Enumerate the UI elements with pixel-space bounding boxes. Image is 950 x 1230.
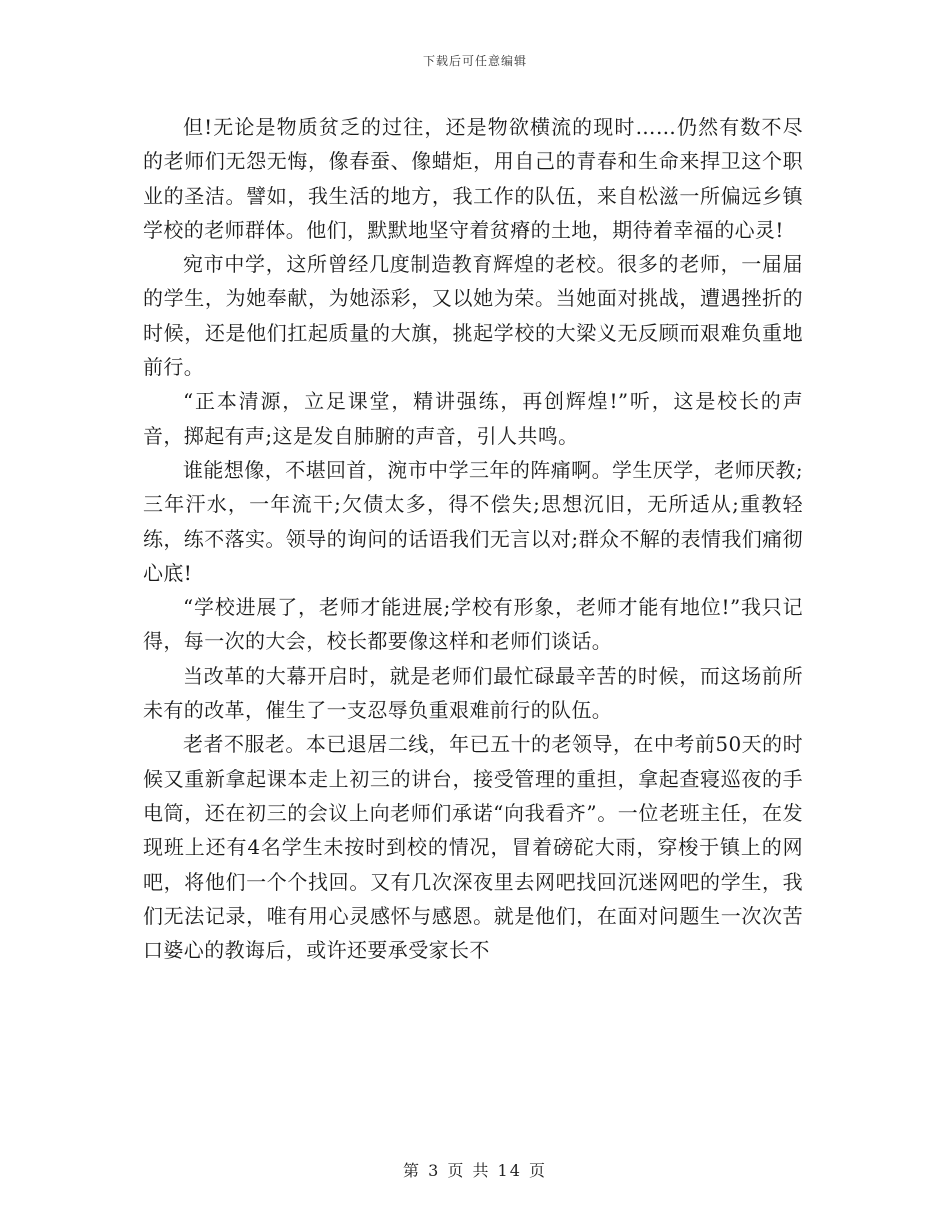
paragraph: “学校进展了，老师才能进展;学校有形象，老师才能有地位!”我只记得，每一次的大会，校长都要像这样和老师们谈话。 bbox=[143, 595, 803, 654]
paragraph: 但!无论是物质贫乏的过往，还是物欲横流的现时……仍然有数不尽的老师们无怨无悔，像春蚕、像蜡炬，用自己的青春和生命来捍卫这个职业的圣洁。譬如，我生活的地方，我工作的队伍，来自松滋一所偏远乡镇学校的老师群体。他们，默默地坚守着贫瘠的土地，期待着幸福的心灵! bbox=[143, 115, 803, 242]
paragraph: 老者不服老。本已退居二线，年已五十的老领导，在中考前50天的时候又重新拿起课本走上初三的讲台，接受管理的重担，拿起查寝巡夜的手电筒，还在初三的会议上向老师们承诺“向我看齐”。一位老班主任，在发现班上还有4名学生未按时到校的情况，冒着磅砣大雨，穿梭于镇上的网吧，将他们一个个找回。又有几次深夜里去网吧找回沉迷网吧的学生，我们无法记录，唯有用心灵感怀与感恩。就是他们，在面对问题生一次次苦口婆心的教诲后，或许还要承受家长不 bbox=[143, 732, 803, 963]
paragraph: 当改革的大幕开启时，就是老师们最忙碌最辛苦的时候，而这场前所未有的改革，催生了一支忍辱负重艰难前行的队伍。 bbox=[143, 663, 803, 723]
paragraph: 宛市中学，这所曾经几度制造教育辉煌的老校。很多的老师，一届届的学生，为她奉献，为她添彩，又以她为荣。当她面对挑战，遭遇挫折的时候，还是他们扛起质量的大旗，挑起学校的大梁义无反顾而艰难负重地前行。 bbox=[143, 252, 803, 380]
page-header: 下载后可任意编辑 bbox=[422, 54, 527, 68]
page-number-footer: 第 3 页 共 14 页 bbox=[403, 1161, 547, 1180]
paragraph: “正本清源，立足课堂，精讲强练，再创辉煌!”听，这是校长的声音，掷起有声;这是发自肺腑的声音，引人共鸣。 bbox=[143, 389, 803, 448]
paragraph: 谁能想像，不堪回首，涴市中学三年的阵痛啊。学生厌学，老师厌教;三年汗水，一年流干;欠债太多，得不偿失;思想沉旧，无所适从;重教轻练，练不落实。领导的询问的话语我们无言以对;群众不解的表情我们痛彻心底! bbox=[143, 457, 803, 585]
body-text bbox=[143, 110, 803, 967]
